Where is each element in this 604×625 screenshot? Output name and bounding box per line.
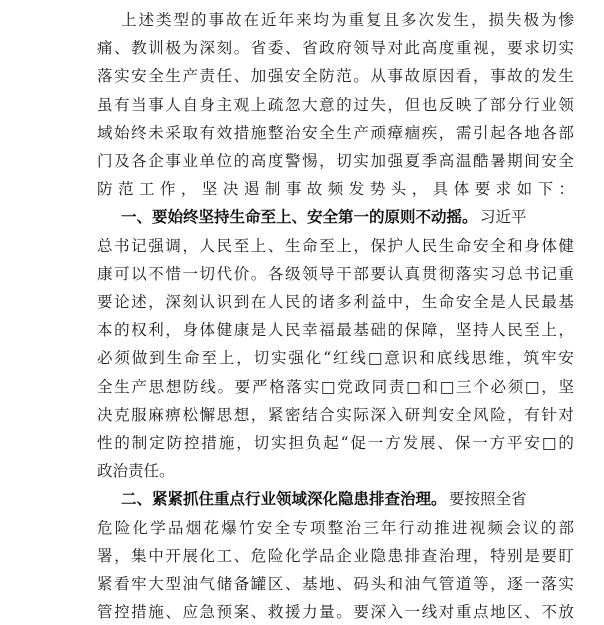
intro-line: 落实安全生产责任、加强安全防范。从事故原因看，事故的发生 xyxy=(97,67,576,85)
intro-line: 门及各企事业单位的高度警惕，切实加强夏季高温酷暑期间安全 xyxy=(97,152,576,170)
paragraph-line: 性的制定防控措施，切实担负起“促一方发展、保一方平安□的 xyxy=(97,434,576,452)
section-heading xyxy=(0,486,604,512)
paragraph-line: 要论述，深刻认识到在人民的诸多利益中，生命安全是人民最基 xyxy=(97,293,576,311)
intro-line: 防范工作，坚决遏制事故频发势头，具体要求如下： xyxy=(97,180,580,198)
paragraph-line: 危险化学品烟花爆竹安全专项整治三年行动推进视频会议的部 xyxy=(97,519,577,537)
heading-text: 一、要始终坚持生命至上、安全第一的原则不动摇。 xyxy=(121,207,478,226)
intro-line: 痛、教训极为深刻。省委、省政府领导对此高度重视，要求切实 xyxy=(97,39,576,57)
intro-line: 虽有当事人自身主观上疏忽大意的过失，但也反映了部分行业领 xyxy=(97,96,576,114)
paragraph-line: 管控措施、应急预案、救援力量。要深入一线对重点地区、不放 xyxy=(97,603,576,621)
intro-line: 域始终未采取有效措施整治安全生产顽瘴痼疾，需引起各地各部 xyxy=(97,124,576,142)
paragraph-line: 紧看牢大型油气储备罐区、基地、码头和油气管道等，逐一落实 xyxy=(97,575,576,593)
intro-line: 上述类型的事故在近年来均为重复且多次发生，损失极为惨 xyxy=(121,11,577,29)
section-heading xyxy=(0,204,604,230)
paragraph-line: 必须做到生命至上，切实强化“红线□意识和底线思维，筑牢安 xyxy=(97,349,576,367)
paragraph-line: 总书记强调，人民至上、生命至上，保护人民生命安全和身体健 xyxy=(97,237,576,255)
paragraph-line: 决克服麻痹松懈思想，紧密结合实际深入研判安全风险，有针对 xyxy=(97,406,576,424)
paragraph-line: 康可以不惜一切代价。各级领导干部要认真贯彻落实习总书记重 xyxy=(97,265,576,283)
paragraph-line: 署，集中开展化工、危险化学品企业隐患排查治理，特别是要盯 xyxy=(97,547,576,565)
heading-tail: 要按照全省 xyxy=(449,490,527,508)
paragraph-line: 政治责任。 xyxy=(97,462,175,480)
heading-tail: 习近平 xyxy=(480,208,527,226)
heading-text: 二、紧紧抓住重点行业领域深化隐患排查治理。 xyxy=(121,489,447,508)
paragraph-line: 本的权利，身体健康是人民幸福最基础的保障，坚持人民至上， xyxy=(97,321,576,339)
paragraph-line: 全生产思想防线。要严格落实□党政同责□和□三个必须□，坚 xyxy=(97,378,576,396)
